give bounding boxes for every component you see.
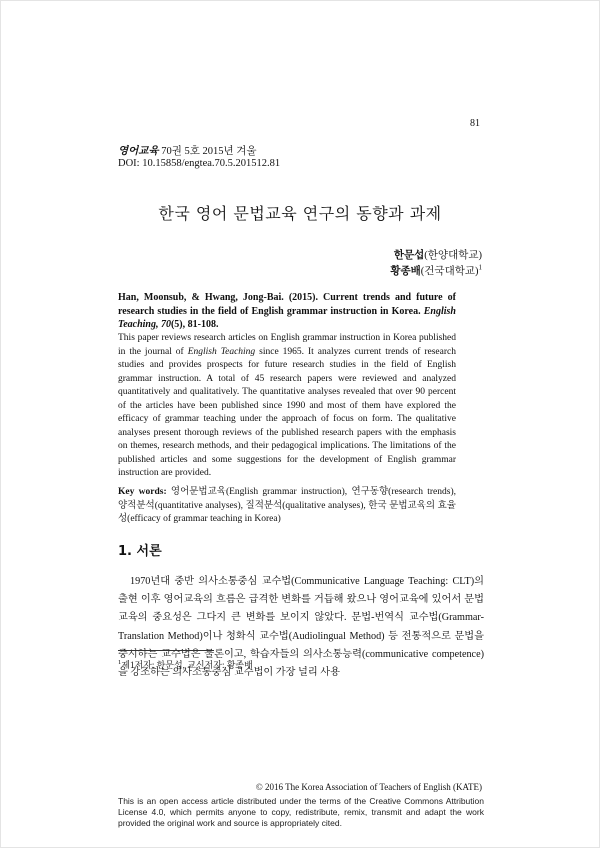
abstract-text: This paper reviews research articles on English grammar instruction in Korea published in the journal of	[118, 333, 456, 357]
footnote-text: 제1저자: 한문섭, 교신저자: 황종배	[121, 660, 253, 670]
footnote-divider	[118, 650, 214, 651]
keywords	[118, 486, 456, 527]
keywords-label: Key words:	[118, 487, 167, 497]
citation-journal: English Teaching, 70	[118, 305, 456, 330]
author-1	[394, 247, 482, 262]
footnote	[118, 658, 253, 671]
citation	[118, 291, 456, 332]
abstract	[118, 332, 456, 481]
abstract-journal: English Teaching	[187, 346, 256, 357]
author-affiliation: (건국대학교)	[420, 266, 479, 277]
abstract-text: since 1965. It analyzes current trends of research studies and provides prospects for future research studies in the field of English grammar instruction. A total of 45 research papers were reviewed and analyzed quantitatively and qualitatively. The quantitative analyses revealed that over 90 percent of the articles have been published since 1990 and most of them have explored the efficacy of grammar teaching under the approach of focus on form. The qualitative analyses present thorough reviews of the published research papers with the emphasis on themes, research methods, and their pedagogical implications. The limitations of the published articles and some suggestions for the development of English grammar instruction are provided.	[118, 346, 456, 478]
copyright: © 2016 The Korea Association of Teachers of English (KATE)	[255, 782, 482, 792]
page-number: 81	[470, 118, 480, 129]
author-name: 황종배	[390, 266, 421, 277]
author-affiliation: (한양대학교)	[424, 250, 482, 261]
footnote-number: 1	[118, 659, 122, 666]
license-notice: This is an open access article distributed under the terms of the Creative Commons Attribution License 4.0, which permits anyone to copy, redistribute, remix, transmit and adapt the work provided the original work and source is appropriately cited.	[118, 796, 484, 828]
citation-rest: (5), 81-108.	[170, 319, 219, 330]
journal-name: 영어교육	[118, 146, 159, 157]
journal-issue: 70권 5호 2015년 겨울	[161, 146, 257, 157]
doi: DOI: 10.15858/engtea.70.5.201512.81	[118, 158, 281, 169]
paper-title: 한국 영어 문법교육 연구의 동향과 과제	[158, 204, 442, 223]
section-heading: 1. 서론	[118, 544, 162, 559]
author-name: 한문섭	[393, 250, 425, 261]
keywords-text: 영어문법교육(English grammar instruction), 연구동향(research trends), 양적분석(quantitative analyses), 질적분석(qualitative analyses), 한국 문법교육의 효율성(efficacy of grammar teaching in Korea)	[118, 487, 456, 524]
footnote-mark: 1	[478, 263, 482, 272]
citation-text: Han, Moonsub, & Hwang, Jong-Bai. (2015). Current trends and future of research studies in the field of English grammar instruction in Korea.	[118, 292, 456, 317]
body-text: 1970년대 중반 의사소통중심 교수법(Communicative Language Teaching: CLT)의 출현 이후 영어교육의 흐름은 급격한 변화를 거듭해 왔으나 영어교육에 있어서 문법교육의 중요성은 그다지 큰 변화를 보이지 않았다. 문법-번역식 교수법(Grammar-Translation Method)이나 청화식 교수법(Audiolingual Method) 등 전통적으로 문법을 중시하는 교수법은 물론이고, 학습자들의 의사소통능력(communicative competence)을 강조하는 의사소통중심 교수법이 가장 널리 사용	[118, 576, 484, 679]
journal-line	[118, 143, 257, 158]
author-2	[390, 263, 482, 278]
